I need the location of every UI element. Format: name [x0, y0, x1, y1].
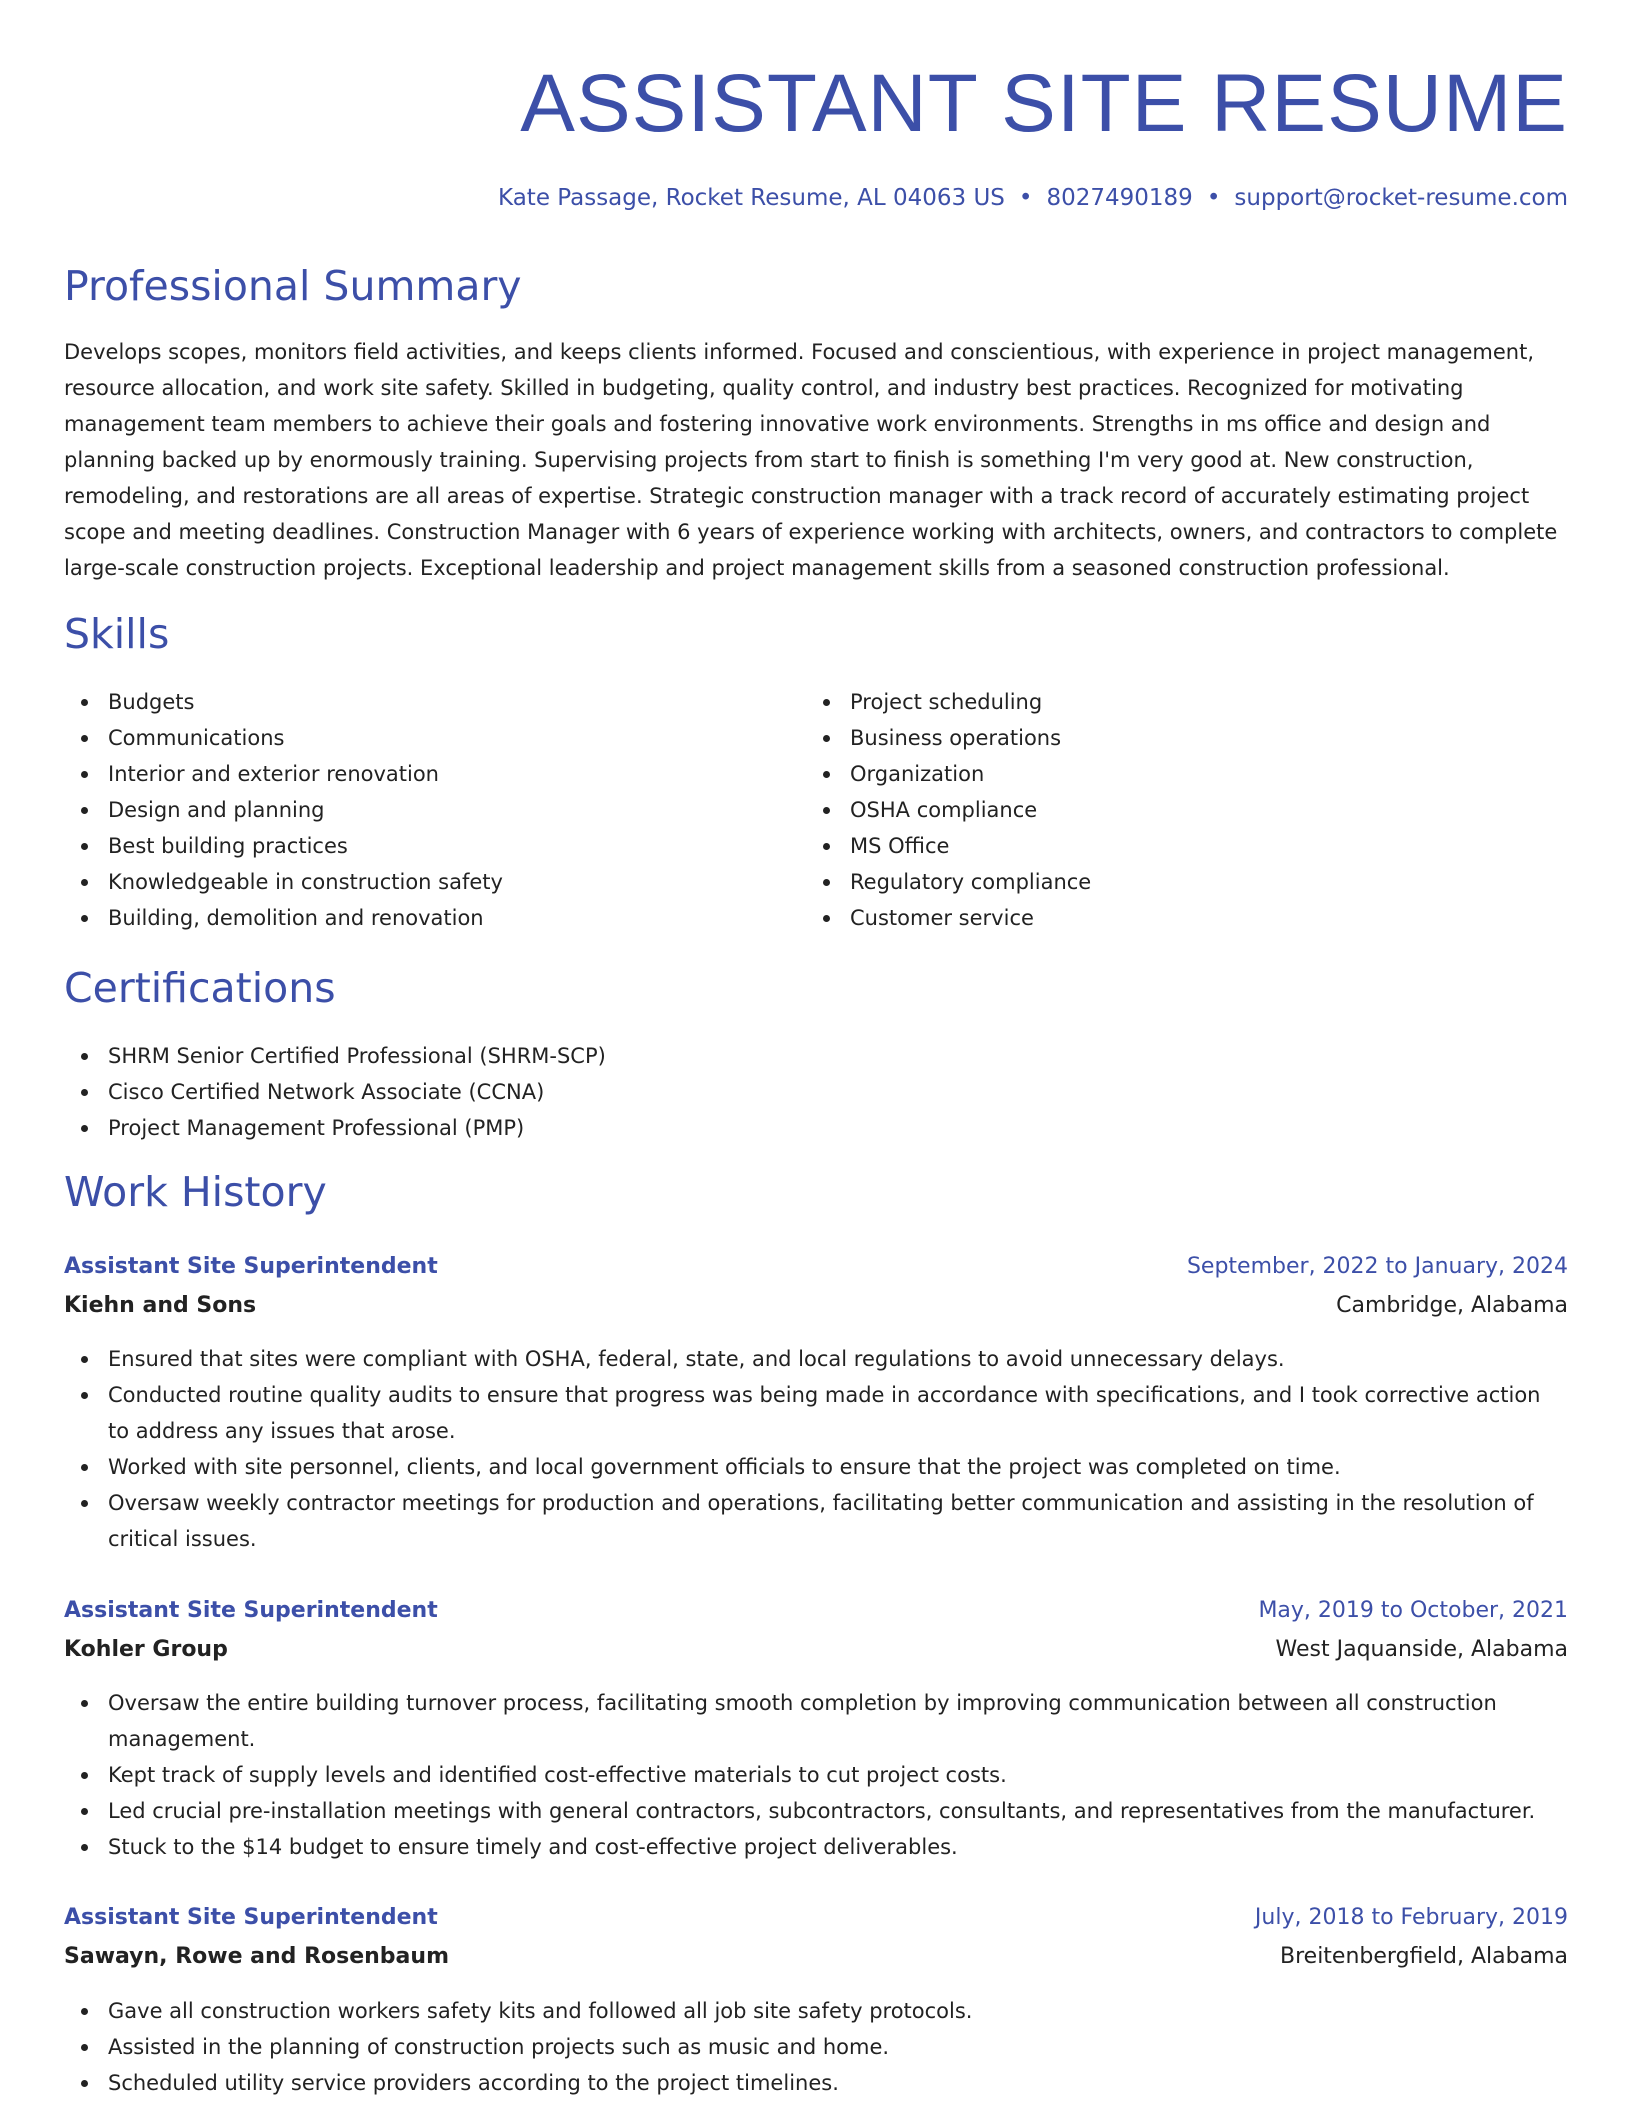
skill-item: Interior and exterior renovation [64, 756, 764, 792]
job-bullet: Gave all construction workers safety kits and followed all job site safety protocols. [64, 1993, 1568, 2029]
job-bullet: Conducted routine quality audits to ensure that progress was being made in accordance with specifications, and I took corrective action to address any issues that arose. [64, 1377, 1568, 1449]
job-bullets [64, 1685, 1568, 1865]
job-bullets [64, 1993, 1568, 2101]
job-location: Cambridge, Alabama [1336, 1293, 1568, 1318]
job-bullet: Kept track of supply levels and identified cost-effective materials to cut project costs. [64, 1757, 1568, 1793]
certification-item: Cisco Certified Network Associate (CCNA) [64, 1074, 1568, 1110]
skill-item: MS Office [806, 828, 1506, 864]
job-bullet: Assisted in the planning of construction projects such as music and home. [64, 2029, 1568, 2065]
skill-item: Best building practices [64, 828, 764, 864]
certification-item: SHRM Senior Certified Professional (SHRM-SCP) [64, 1038, 1568, 1074]
skills-list-left [64, 684, 764, 936]
job-dates: September, 2022 to January, 2024 [1186, 1254, 1568, 1279]
job-dates: May, 2019 to October, 2021 [1258, 1598, 1568, 1623]
contact-line [498, 178, 1568, 218]
skill-item: Project scheduling [806, 684, 1506, 720]
contact-address: Kate Passage, Rocket Resume, AL 04063 US [498, 185, 1005, 211]
skill-item: Knowledgeable in construction safety [64, 864, 764, 900]
skill-item: Regulatory compliance [806, 864, 1506, 900]
job-title: Assistant Site Superintendent [64, 1598, 438, 1623]
skill-item: Communications [64, 720, 764, 756]
job-bullet: Ensured that sites were compliant with OSHA, federal, state, and local regulations to avoid unnecessary delays. [64, 1341, 1568, 1377]
job-location: Breitenbergfield, Alabama [1280, 1944, 1568, 1969]
summary-heading: Professional Summary [64, 262, 522, 310]
skill-item: Customer service [806, 900, 1506, 936]
skills-list-right [806, 684, 1506, 936]
job-bullet: Led crucial pre-installation meetings with general contractors, subcontractors, consultants, and representatives from the manufacturer. [64, 1793, 1568, 1829]
job-bullet: Scheduled utility service providers according to the project timelines. [64, 2065, 1568, 2101]
certifications-list [64, 1038, 1568, 1146]
skill-item: Business operations [806, 720, 1506, 756]
job-company: Sawayn, Rowe and Rosenbaum [64, 1944, 449, 1969]
job-company: Kohler Group [64, 1637, 228, 1662]
summary-text: Develops scopes, monitors field activities, and keeps clients informed. Focused and conscientious, with experience in project management, resource allocation, and work site safety. Skilled in budgeting, quality control, and industry best practices. Recognized for motivating management team members to achieve their goals and fostering innovative work environments. Strengths in ms office and design and planning backed up by enormously training. Supervising projects from start to finish is something I'm very good at. New construction, remodeling, and restorations are all areas of expertise. Strategic construction manager with a track record of accurately estimating project scope and meeting deadlines. Construction Manager with 6 years of experience working with architects, owners, and contractors to complete large-scale construction projects. Exceptional leadership and project management skills from a seasoned construction professional. [64, 340, 1558, 580]
job-bullets [64, 1341, 1568, 1557]
contact-phone: 8027490189 [1046, 185, 1193, 211]
certification-item: Project Management Professional (PMP) [64, 1110, 1568, 1146]
job-company: Kiehn and Sons [64, 1293, 257, 1318]
job-bullet: Worked with site personnel, clients, and local government officials to ensure that the project was completed on time. [64, 1449, 1568, 1485]
contact-email[interactable]: support@rocket-resume.com [1234, 185, 1568, 211]
skill-item: OSHA compliance [806, 792, 1506, 828]
job-bullet: Oversaw the entire building turnover process, facilitating smooth completion by improving communication between all construction management. [64, 1685, 1568, 1757]
job-bullet: Oversaw weekly contractor meetings for production and operations, facilitating better communication and assisting in the resolution of critical issues. [64, 1485, 1568, 1557]
job-title: Assistant Site Superintendent [64, 1905, 438, 1930]
resume-title: ASSISTANT SITE RESUME [520, 58, 1568, 149]
contact-separator: • [1018, 185, 1033, 211]
skill-item: Organization [806, 756, 1506, 792]
contact-separator: • [1206, 185, 1221, 211]
skills-heading: Skills [64, 610, 170, 658]
job-location: West Jaquanside, Alabama [1275, 1637, 1568, 1662]
job-dates: July, 2018 to February, 2019 [1254, 1905, 1568, 1930]
job-bullet: Stuck to the $14 budget to ensure timely and cost-effective project deliverables. [64, 1829, 1568, 1865]
skill-item: Design and planning [64, 792, 764, 828]
skill-item: Building, demolition and renovation [64, 900, 764, 936]
work-history-heading: Work History [64, 1168, 327, 1216]
certifications-heading: Certifications [64, 964, 336, 1012]
skill-item: Budgets [64, 684, 764, 720]
job-title: Assistant Site Superintendent [64, 1254, 438, 1279]
